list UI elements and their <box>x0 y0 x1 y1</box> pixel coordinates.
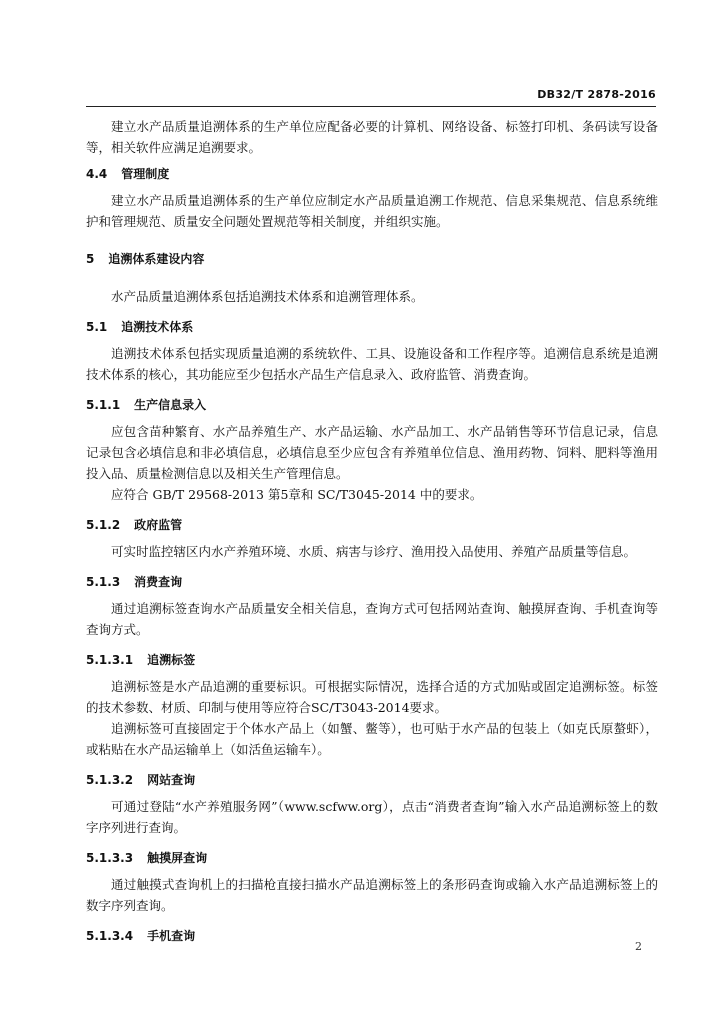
paragraph: 追溯技术体系包括实现质量追溯的系统软件、工具、设施设备和工作程序等。追溯信息系统是追溯技术体系的核心，其功能应至少包括水产品生产信息录入、政府监管、消费查询。 <box>86 346 658 382</box>
section-number: 5.1.3 <box>86 575 121 589</box>
paragraph: 应符合 GB/T 29568-2013 第5章和 SC/T3045-2014 中的要求。 <box>111 487 483 502</box>
paragraph: 建立水产品质量追溯体系的生产单位应配备必要的计算机、网络设备、标签打印机、条码读写设备等，相关软件应满足追溯要求。 <box>86 119 658 155</box>
section-heading-5-1 <box>86 318 658 336</box>
section-title: 政府监管 <box>134 518 183 532</box>
section-number: 5.1.3.3 <box>86 851 134 865</box>
paragraph: 追溯标签可直接固定于个体水产品上（如蟹、鳖等），也可贴于水产品的包装上（如克氏原螯虾），或粘贴在水产品运输单上（如活鱼运输车）。 <box>86 721 658 757</box>
section-number: 5.1.3.1 <box>86 653 134 667</box>
paragraph: 通过触摸式查询机上的扫描枪直接扫描水产品追溯标签上的条形码查询或输入水产品追溯标签上的数字序列查询。 <box>86 877 658 913</box>
section-heading-5-1-3-1 <box>86 651 658 669</box>
page-number: 2 <box>635 940 642 953</box>
paragraph: 可实时监控辖区内水产养殖环境、水质、病害与诊疗、渔用投入品使用、养殖产品质量等信息。 <box>111 544 637 559</box>
section-title: 管理制度 <box>121 167 170 181</box>
section-number: 5.1.3.4 <box>86 929 134 943</box>
paragraph: 应包含苗种繁育、水产品养殖生产、水产品运输、水产品加工、水产品销售等环节信息记录，信息记录包含必填信息和非必填信息，必填信息至少应包含有养殖单位信息、渔用药物、饲料、肥料等渔用投入品、质量检测信息以及相关生产管理信息。 <box>86 424 658 481</box>
section-title: 网站查询 <box>147 773 196 787</box>
section-heading-5-1-3-3 <box>86 849 658 867</box>
paragraph: 可通过登陆“水产养殖服务网”（www.scfww.org），点击“消费者查询”输入水产品追溯标签上的数字序列进行查询。 <box>86 799 658 835</box>
section-title: 追溯技术体系 <box>121 320 194 334</box>
section-number: 5.1.2 <box>86 518 121 532</box>
section-heading-5-1-1 <box>86 396 658 414</box>
document-code: DB32/T 2878-2016 <box>537 88 656 101</box>
paragraph: 通过追溯标签查询水产品质量安全相关信息，查询方式可包括网站查询、触摸屏查询、手机查询等查询方式。 <box>86 601 658 637</box>
section-title: 消费查询 <box>134 575 183 589</box>
header-rule <box>86 106 656 107</box>
section-title: 生产信息录入 <box>134 398 207 412</box>
paragraph: 建立水产品质量追溯体系的生产单位应制定水产品质量追溯工作规范、信息采集规范、信息系统维护和管理规范、质量安全问题处置规范等相关制度，并组织实施。 <box>86 193 658 229</box>
section-number: 5.1 <box>86 320 108 334</box>
section-heading-5-1-3 <box>86 573 658 591</box>
section-heading-5-1-3-4 <box>86 927 658 945</box>
section-heading-5 <box>86 250 658 268</box>
section-title: 手机查询 <box>147 929 196 943</box>
section-number: 5 <box>86 252 95 266</box>
section-title: 追溯体系建设内容 <box>108 252 205 266</box>
section-number: 5.1.1 <box>86 398 121 412</box>
paragraph: 水产品质量追溯体系包括追溯技术体系和追溯管理体系。 <box>111 289 424 304</box>
section-title: 触摸屏查询 <box>147 851 208 865</box>
section-heading-4-4 <box>86 165 658 183</box>
section-heading-5-1-3-2 <box>86 771 658 789</box>
section-number: 5.1.3.2 <box>86 773 134 787</box>
section-heading-5-1-2 <box>86 516 658 534</box>
page-body <box>86 116 658 945</box>
section-number: 4.4 <box>86 167 108 181</box>
paragraph: 追溯标签是水产品追溯的重要标识。可根据实际情况，选择合适的方式加贴或固定追溯标签。标签的技术参数、材质、印制与使用等应符合SC/T3043-2014要求。 <box>86 679 658 715</box>
section-title: 追溯标签 <box>147 653 196 667</box>
